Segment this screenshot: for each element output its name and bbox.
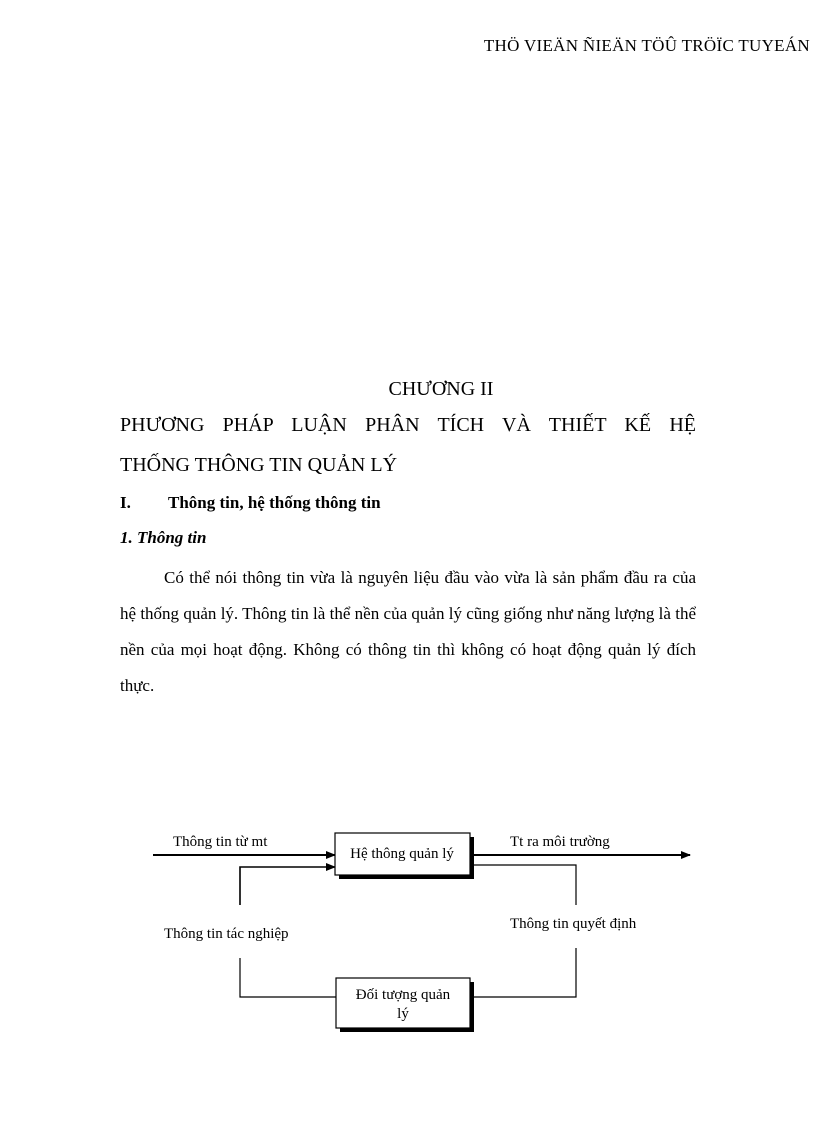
system-box-label: Hệ thông quản lý	[350, 846, 454, 862]
decision-to-object-connector	[470, 948, 576, 997]
operational-feedback-arrow	[240, 867, 335, 905]
section-number: I.	[120, 493, 131, 512]
decision-connector	[470, 865, 576, 905]
decision-info-label: Thông tin quyết định	[510, 916, 637, 932]
operational-connector	[240, 958, 336, 997]
chapter-label: CHƯƠNG II	[388, 378, 494, 400]
input-label: Thông tin từ mt	[173, 834, 268, 850]
section-title: Thông tin, hệ thống thông tin	[168, 493, 381, 512]
chapter-title-line2: THỐNG THÔNG TIN QUẢN LÝ	[120, 454, 398, 476]
object-box-label-line1: Đối tượng quản	[355, 987, 451, 1003]
object-box-label-line2: lý	[397, 1006, 409, 1022]
page-header-title: THÖ VIEÄN ÑIEÄN TÖÛ TRÖÏC TUYEÁN	[483, 36, 810, 55]
output-label: Tt ra môi trường	[510, 834, 610, 850]
body-paragraph: Có thể nói thông tin vừa là nguyên liệu đầu vào vừa là sản phẩm đầu ra của hệ thống quản lý. Thông tin là thể nền của quản lý cũng giống như năng lượng là thể nền của mọi hoạt động. Không có thông tin thì không có hoạt động quản lý đích thực.	[120, 568, 696, 695]
operational-info-label: Thông tin tác nghiệp	[164, 926, 289, 942]
chapter-title-line1: PHƯƠNG PHÁP LUẬN PHÂN TÍCH VÀ THIẾT KẾ HỆ	[120, 414, 696, 436]
subsection-heading: 1. Thông tin	[120, 528, 207, 547]
